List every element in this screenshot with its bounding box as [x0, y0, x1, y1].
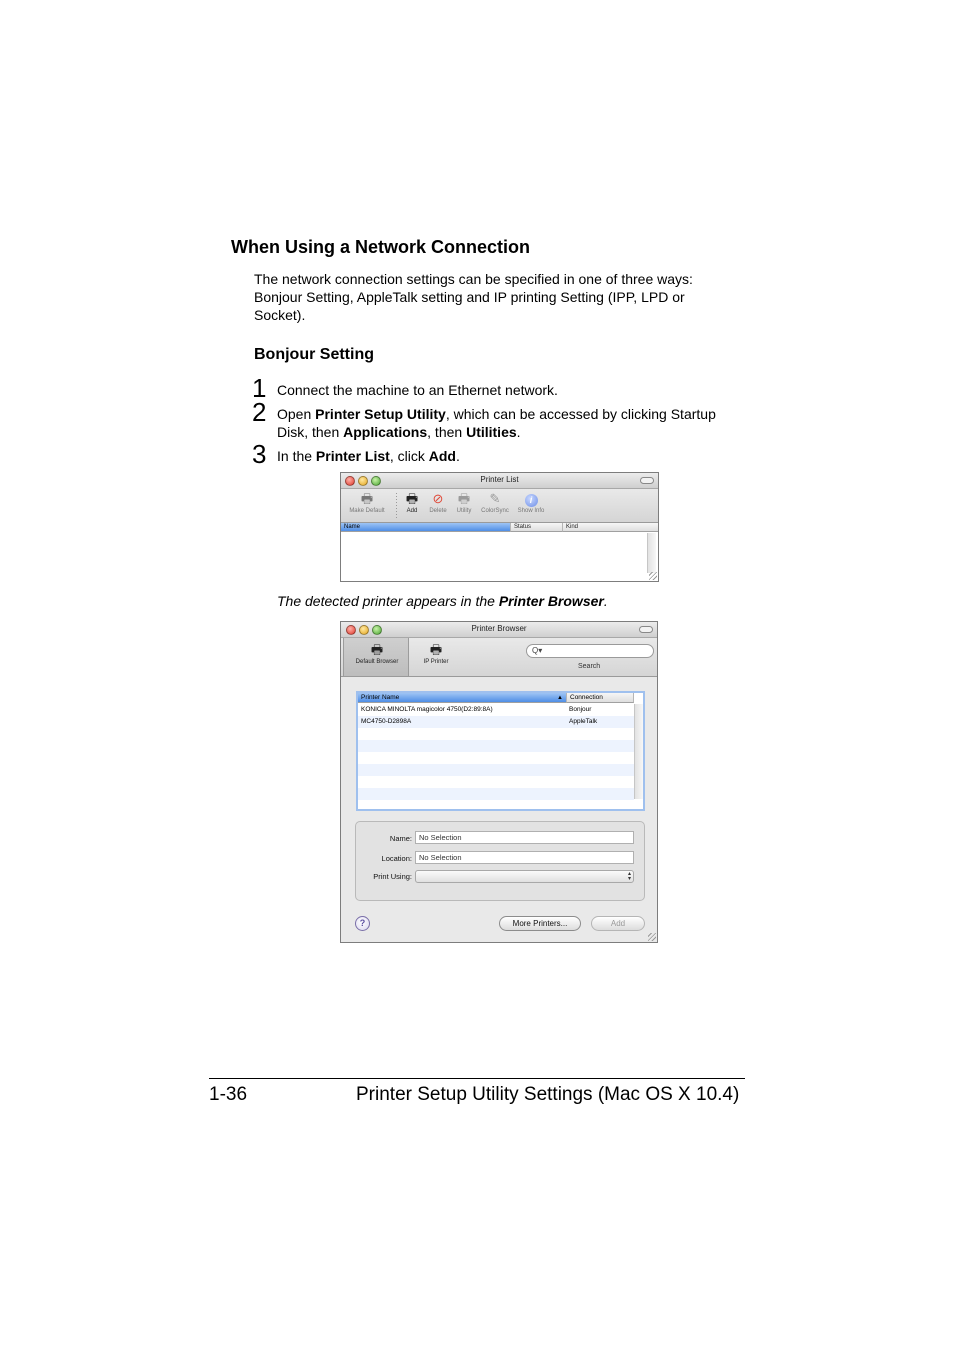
page-number: 1-36 [209, 1084, 248, 1105]
column-header-status[interactable]: Status [511, 523, 563, 532]
step-2-text-part: , which can be accessed by clicking Startup Disk, then [277, 406, 716, 440]
ip-printer-label: IP Printer [423, 659, 449, 665]
step-3-text [277, 447, 737, 465]
table-row[interactable] [358, 704, 634, 716]
default-browser-label: Default Browser [355, 659, 399, 665]
printer-name-cell: KONICA MINOLTA magicolor 4750(D2:89:8A) [361, 706, 493, 713]
empty-row [358, 728, 634, 740]
toolbar-toggle-button[interactable] [640, 477, 654, 484]
resize-grip[interactable] [649, 572, 657, 580]
step-3-text-part: In the [277, 448, 316, 464]
vertical-scrollbar[interactable] [647, 533, 656, 573]
more-printers-button[interactable]: More Printers... [499, 916, 581, 931]
help-button[interactable]: ? [355, 916, 370, 931]
caption-bold: Printer Browser [498, 593, 604, 609]
delete-icon: ⊘ [432, 491, 444, 506]
step-3-bold-add: Add [428, 448, 456, 464]
utility-label: Utility [456, 508, 472, 514]
colorsync-icon: ✎ [489, 491, 501, 506]
connection-cell: Bonjour [569, 706, 592, 713]
step-1-text [277, 381, 737, 399]
search-input[interactable]: Q▾ [526, 644, 654, 658]
empty-row [358, 752, 634, 764]
add-button[interactable] [399, 491, 425, 514]
empty-row [358, 740, 634, 752]
step-3-text-part: , click [389, 448, 429, 464]
name-label: Name: [389, 834, 412, 843]
step-2-text-part: Open [277, 406, 316, 422]
column-header-connection[interactable]: Connection [567, 693, 634, 703]
toolbar-toggle-button[interactable] [639, 626, 653, 633]
printer-icon: 🖶 [370, 642, 384, 657]
intro-paragraph: The network connection settings can be specified in one of three ways: Bonjour Setting, AppleTalk setting and IP printing Setting (IPP, LPD or Socket). [254, 271, 693, 323]
stepper-arrows-icon: ▴ ▾ [627, 871, 631, 882]
footer-rule [209, 1078, 745, 1079]
step-2-number: 2 [252, 397, 267, 427]
column-header-printer-name[interactable] [358, 693, 567, 703]
window-title: Printer List [480, 475, 519, 484]
printer-list-titlebar [341, 473, 658, 489]
printer-browser-toolbar [341, 638, 657, 677]
caption-text: . [603, 593, 608, 609]
step-1-text-part: Connect the machine to an Ethernet network. [277, 382, 558, 398]
utility-icon: 🖶 [457, 491, 471, 506]
info-icon: i [513, 491, 549, 506]
column-header-name[interactable]: Name [341, 523, 511, 532]
printer-list-window [340, 472, 659, 582]
caption-text: The detected printer appears in the [277, 593, 499, 609]
print-using-select[interactable] [415, 870, 634, 883]
add-printer-icon: 🖶 [405, 491, 419, 506]
resize-grip[interactable] [648, 933, 656, 941]
vertical-scrollbar[interactable] [634, 704, 643, 799]
empty-row [358, 788, 634, 800]
printer-details-group [355, 821, 645, 901]
connection-cell: AppleTalk [569, 718, 598, 725]
chapter-title: Printer Setup Utility Settings (Mac OS X 10.4) [356, 1084, 740, 1105]
column-header-kind[interactable]: Kind [563, 523, 658, 532]
show-info-label: Show Info [517, 508, 545, 514]
empty-row [358, 776, 634, 788]
default-browser-tab[interactable] [344, 642, 410, 665]
printer-browser-window [340, 621, 658, 943]
location-field[interactable]: No Selection [415, 851, 634, 864]
subsection-title: Bonjour Setting [254, 346, 374, 363]
step-2-text-part: . [516, 424, 521, 440]
toolbar-separator [396, 493, 397, 519]
step-2-text [277, 405, 737, 441]
window-title: Printer Browser [471, 624, 527, 633]
location-label: Location: [381, 854, 412, 863]
add-label: Add [406, 508, 418, 514]
printer-name-cell: MC4750-D2898A [361, 718, 412, 725]
name-field[interactable]: No Selection [415, 831, 634, 844]
ip-printer-tab[interactable] [413, 642, 459, 665]
printer-table [356, 691, 645, 811]
step-3-text-part: . [455, 448, 460, 464]
colorsync-label: ColorSync [481, 508, 509, 514]
step-3-bold-printer-list: Printer List [315, 448, 390, 464]
colorsync-button[interactable] [477, 491, 513, 514]
section-title: When Using a Network Connection [231, 237, 531, 257]
printer-list-toolbar [341, 489, 658, 523]
utility-button[interactable] [451, 491, 477, 514]
step-1-number: 1 [252, 373, 267, 403]
ip-printer-icon: 🖶 [429, 642, 443, 657]
step-2-bold-utilities: Utilities [466, 424, 517, 440]
step-2-text-part: , then [427, 424, 467, 440]
sort-arrow-icon: ▲ [557, 695, 563, 701]
step-2-bold-printer-setup-utility: Printer Setup Utility [315, 406, 446, 422]
table-row[interactable] [358, 716, 634, 728]
step-2-bold-applications: Applications [343, 424, 428, 440]
empty-row [358, 764, 634, 776]
make-default-button[interactable] [344, 491, 390, 514]
printer-icon: 🖶 [360, 491, 374, 506]
search-label: Search [578, 663, 601, 670]
step-3-number: 3 [252, 439, 267, 469]
caption [277, 593, 608, 609]
add-button[interactable]: Add [591, 916, 645, 931]
delete-label: Delete [429, 508, 447, 514]
print-using-label: Print Using: [373, 872, 412, 881]
show-info-button[interactable] [513, 491, 549, 514]
column-header-printer-name-label: Printer Name [361, 694, 400, 701]
printer-browser-titlebar [341, 622, 657, 638]
make-default-label: Make Default [349, 508, 385, 514]
delete-button[interactable] [425, 491, 451, 514]
